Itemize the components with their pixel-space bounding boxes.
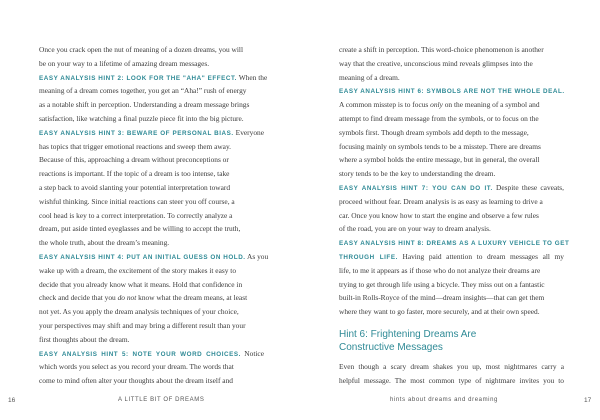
text-line: helpful message. The most common type of nightmare invites you to — [339, 375, 564, 385]
text-span: decide that you already know what it means. Hold that confidence in — [39, 279, 243, 289]
text-span: A common misstep is to focus — [339, 100, 431, 110]
text-line — [39, 197, 264, 207]
section-heading: Hint 6: Frightening Dreams Are — [339, 329, 477, 340]
text-line — [339, 252, 564, 263]
text-span: Everyone — [233, 127, 264, 137]
text-line — [39, 376, 264, 386]
text-line — [39, 128, 264, 139]
text-span: cool head is key to a correct interpretation. To correctly analyze a — [39, 210, 233, 220]
left-page-number: 16 — [8, 397, 16, 404]
text-line — [39, 183, 264, 193]
text-span: be on your way to a lifetime of amazing dream messages. — [39, 58, 210, 68]
text-line — [39, 293, 264, 303]
text-line — [339, 293, 564, 303]
text-line — [339, 307, 564, 317]
text-span: Having paid attention to dream messages all my — [397, 252, 564, 261]
text-line — [39, 321, 264, 331]
hint-label: EASY ANALYSIS HINT 8: DREAMS AS A LUXURY VEHICLE TO GET — [339, 240, 570, 248]
hint-label: EASY ANALYSIS HINT 6: SYMBOLS ARE NOT THE WHOLE DEAL. — [339, 88, 565, 96]
hint-label: EASY ANALYSIS HINT 4: PUT AN INITIAL GUESS ON HOLD. — [39, 254, 246, 261]
hint-label: EASY ANALYSIS HINT 2: LOOK FOR THE "AHA" EFFECT. — [39, 74, 237, 82]
text-line — [39, 59, 264, 69]
text-line — [39, 72, 268, 84]
text-line — [339, 266, 564, 276]
text-span: satisfaction, like watching a final puzzle piece fit into the big picture. — [39, 114, 244, 123]
text-line — [39, 335, 264, 345]
hint-label: THROUGH LIFE. — [339, 254, 398, 261]
hint-label: EASY ANALYSIS HINT 5: NOTE YOUR WORD CHOICES. — [39, 350, 241, 358]
text-span: When the — [236, 72, 268, 82]
text-line — [339, 100, 564, 110]
text-line — [39, 114, 264, 124]
text-span: has topics that trigger emotional reactions and sweep them away. — [39, 141, 232, 151]
text-span: As you — [245, 252, 269, 261]
text-span: meaning of a dream comes together, you get an “Aha!” rush of energy — [39, 86, 247, 96]
text-line — [39, 45, 264, 55]
text-span: know what the dream means, at least — [136, 293, 248, 303]
text-span: which words you select as you record your dream. The words that — [39, 362, 234, 372]
text-line — [339, 280, 564, 290]
text-span: first thoughts about the dream. — [39, 334, 130, 344]
right-running-title: hints about dreams and dreaming — [390, 397, 498, 403]
text-span: on the meaning of a symbol and — [442, 100, 540, 110]
emphasis-span: only — [430, 100, 443, 110]
text-line — [339, 114, 564, 124]
right-page — [300, 0, 600, 420]
text-span: check and decide that you — [39, 293, 118, 303]
section-heading: Constructive Messages — [339, 342, 443, 353]
text-line — [339, 238, 570, 249]
text-span: car. Once you know how to start the engine and observe a few rules — [339, 210, 539, 220]
text-line — [39, 86, 264, 96]
text-span: Notice — [240, 348, 264, 358]
text-line — [39, 266, 264, 276]
text-span: reactions is important. If the topic of a dream is too intense, take — [39, 169, 230, 179]
text-line — [39, 349, 264, 360]
emphasis-span: do not — [117, 293, 137, 303]
text-line — [339, 155, 564, 165]
text-span: story tends to be the key to understanding the dream. — [339, 169, 496, 179]
hint-label: EASY ANALYSIS HINT 7: YOU CAN DO IT. — [339, 185, 493, 192]
text-line — [39, 169, 264, 179]
text-span: Once you crack open the nut of meaning of a dozen dreams, you will — [39, 45, 243, 54]
text-span: trying to get through life using a bicycle. They miss out on a fantastic — [339, 279, 545, 289]
left-running-title: A LITTLE BIT OF DREAMS — [118, 397, 205, 403]
text-line — [39, 252, 269, 263]
text-line — [39, 100, 264, 110]
text-line — [339, 59, 564, 69]
text-span: your perspectives may shift and may bring a different result than your — [39, 321, 246, 330]
text-span: come to mind often alter your thoughts about the dream itself and — [39, 376, 233, 386]
text-line — [39, 307, 264, 317]
text-line — [339, 169, 564, 179]
text-span: the whole truth, about the dream’s meaning. — [39, 238, 170, 248]
hint-label: EASY ANALYSIS HINT 3: BEWARE OF PERSONAL BIAS. — [39, 129, 234, 137]
text-span: focusing mainly on symbols tends to be a misstep. There are dreams — [339, 141, 541, 151]
text-line — [339, 86, 564, 97]
text-span: way that the creative, unconscious mind reveals glimpses into the — [339, 58, 533, 68]
text-line — [339, 45, 564, 55]
text-span: where they want to go faster, more securely, and at their own speed. — [339, 307, 540, 317]
text-span: dream, put aside tinted eyeglasses and be willing to accept the truth, — [39, 224, 241, 234]
text-line — [339, 142, 564, 152]
text-span: a step back to avoid slanting your potential interpretation toward — [39, 183, 231, 192]
text-span: attempt to find dream message from the symbols, or to focus on the — [339, 114, 539, 123]
text-line — [39, 238, 264, 248]
text-span: symbols first. Though dream symbols add depth to the message, — [339, 127, 529, 137]
text-line — [339, 197, 564, 207]
text-span: life, to me it appears as if those who do not analyze their dreams are — [339, 265, 541, 275]
text-span: Despite these caveats, — [492, 183, 564, 192]
text-span: wake up with a dream, the excitement of the story makes it easy to — [39, 265, 237, 275]
text-span: meaning of a dream. — [339, 72, 400, 82]
text-line — [39, 280, 264, 290]
text-span: where a symbol holds the entire message, but in general, the overall — [339, 155, 540, 165]
text-span: as a notable shift in perception. Understanding a dream message brings — [39, 100, 250, 110]
text-span: wishful thinking. Since initial reactions can steer you off course, a — [39, 196, 235, 206]
text-line — [39, 362, 264, 372]
text-line — [339, 183, 564, 194]
text-span: create a shift in perception. This word-choice phenomenon is another — [339, 45, 544, 54]
text-line — [339, 73, 564, 83]
right-page-number: 17 — [584, 397, 592, 404]
text-line — [39, 155, 264, 165]
text-line — [39, 142, 264, 152]
text-span: of the road, you are on your way to dream analysis. — [339, 224, 491, 234]
text-line — [39, 224, 264, 234]
text-line — [339, 211, 564, 221]
text-line — [39, 211, 264, 221]
text-line — [339, 224, 564, 234]
text-span: not yet. As you apply the dream analysis techniques of your choice, — [39, 307, 239, 317]
text-line: Even though a scary dream shakes you up, most nightmares carry a — [339, 362, 564, 371]
text-span: Because of this, approaching a dream without preconceptions or — [39, 155, 229, 165]
text-span: built-in Rolls-Royce of the mind—dream insights—that can get them — [339, 293, 545, 303]
text-line — [339, 128, 564, 138]
text-span: proceed without fear. Dream analysis is as easy as learning to drive a — [339, 196, 543, 206]
